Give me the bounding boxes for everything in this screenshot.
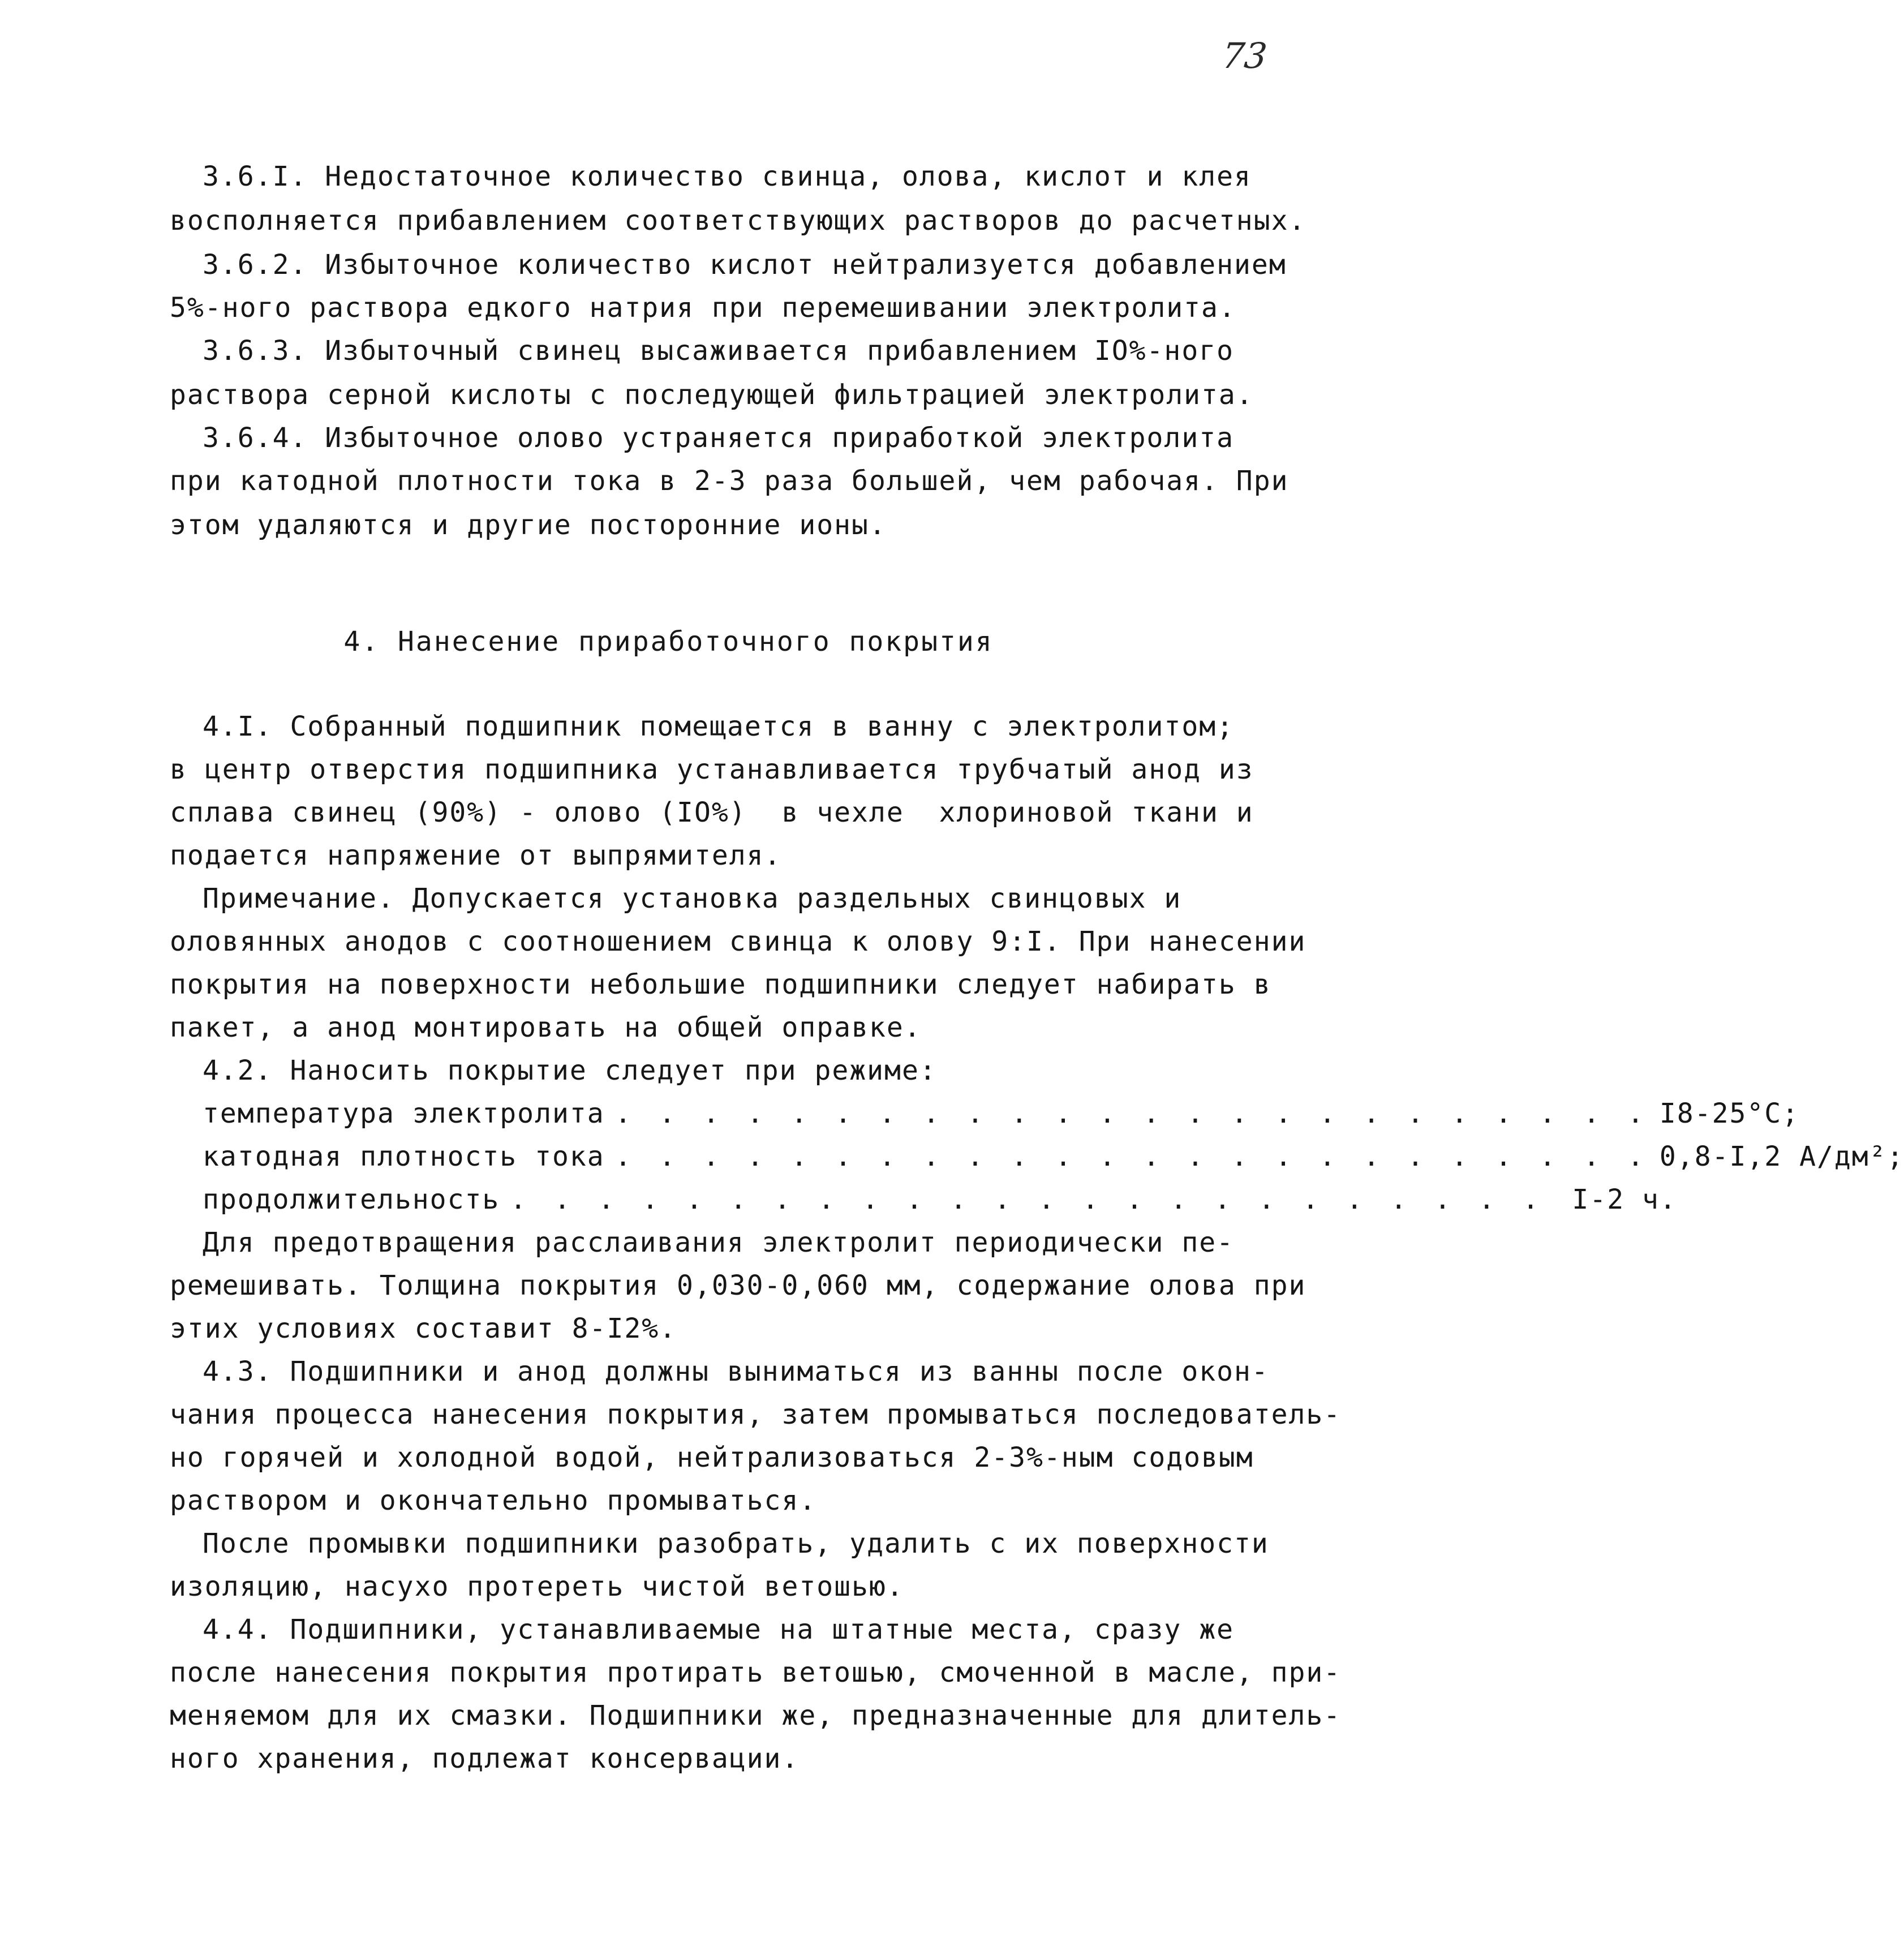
text-line: 3.6.I. Недостаточное количество свинца, олова, кислот и клея (203, 161, 1252, 192)
text-line: 4.3. Подшипники и анод должны выниматься из ванны после окон- (203, 1356, 1269, 1387)
text-line: при катодной плотности тока в 2-3 раза большей, чем рабочая. При (170, 465, 1289, 497)
mode-row-temperature (203, 1097, 1800, 1131)
note-line: пакет, а анод монтировать на общей оправке. (170, 1012, 922, 1043)
text-line: раствором и окончательно промываться. (170, 1485, 817, 1516)
note-line: Примечание. Допускается установка раздельных свинцовых и (203, 883, 1182, 914)
text-line: подается напряжение от выпрямителя. (170, 840, 782, 871)
text-line: чания процесса нанесения покрытия, затем промываться последователь- (170, 1399, 1342, 1430)
text-line: 3.6.4. Избыточное олово устраняется приработкой электролита (203, 422, 1235, 454)
text-line: после нанесения покрытия протирать ветошью, смоченной в масле, при- (170, 1657, 1342, 1688)
leader-dots: . . . . . . . . . . . . . . . . . . . . . . . . (614, 1141, 1649, 1172)
mode-row-duration (203, 1183, 1677, 1217)
text-line: Для предотвращения расслаивания электролит периодически пе- (203, 1227, 1235, 1258)
text-line: восполняется прибавлением соответствующих растворов до расчетных. (170, 205, 1306, 237)
mode-value: I-2 ч. (1554, 1184, 1677, 1215)
note-line: покрытия на поверхности небольшие подшипники следует набирать в (170, 969, 1271, 1000)
leader-dots: . . . . . . . . . . . . . . . . . . . . . . . . (614, 1098, 1649, 1129)
mode-name: температура электролита (203, 1098, 605, 1129)
text-line: После промывки подшипники разобрать, удалить с их поверхности (203, 1528, 1269, 1559)
text-line: 5%-ного раствора едкого натрия при перемешивании электролита. (170, 292, 1236, 324)
text-line: ремешивать. Толщина покрытия 0,030-0,060 мм, содержание олова при (170, 1270, 1306, 1301)
leader-dots: . . . . . . . . . . . . . . . . . . . . . . . . (510, 1184, 1545, 1215)
mode-value: I8-25°C; (1659, 1098, 1800, 1129)
text-line: 3.6.2. Избыточное количество кислот нейтрализуется добавлением (203, 249, 1287, 281)
note-line: оловянных анодов с соотношением свинца к олову 9:I. При нанесении (170, 926, 1306, 957)
text-line: сплава свинец (90%) - олово (IO%) в чехле хлориновой ткани и (170, 797, 1254, 828)
text-line: изоляцию, насухо протереть чистой ветошью. (170, 1571, 904, 1602)
text-line: 4.4. Подшипники, устанавливаемые на штатные места, сразу же (203, 1614, 1235, 1645)
text-line: раствора серной кислоты с последующей фильтрацией электролита. (170, 379, 1254, 411)
mode-name: продолжительность (203, 1184, 500, 1215)
section-heading: 4. Нанесение приработочного покрытия (343, 626, 994, 658)
mode-value: 0,8-I,2 А/дм²; (1659, 1141, 1904, 1172)
mode-row-current-density (203, 1140, 1904, 1174)
text-line: 3.6.3. Избыточный свинец высаживается прибавлением IO%-ного (203, 335, 1235, 367)
text-line: 4.I. Собранный подшипник помещается в ванну с электролитом; (203, 711, 1235, 742)
text-line: этих условиях составит 8-I2%. (170, 1313, 677, 1344)
text-line: этом удаляются и другие посторонние ионы. (170, 509, 887, 541)
text-line: в центр отверстия подшипника устанавливается трубчатый анод из (170, 754, 1254, 785)
text-line: но горячей и холодной водой, нейтрализоваться 2-3%-ным содовым (170, 1442, 1254, 1473)
text-line: 4.2. Наносить покрытие следует при режиме: (203, 1055, 937, 1086)
page-number: 73 (1220, 35, 1269, 76)
text-line: меняемом для их смазки. Подшипники же, предназначенные для длитель- (170, 1700, 1342, 1731)
mode-name: катодная плотность тока (203, 1141, 605, 1172)
text-line: ного хранения, подлежат консервации. (170, 1743, 800, 1774)
